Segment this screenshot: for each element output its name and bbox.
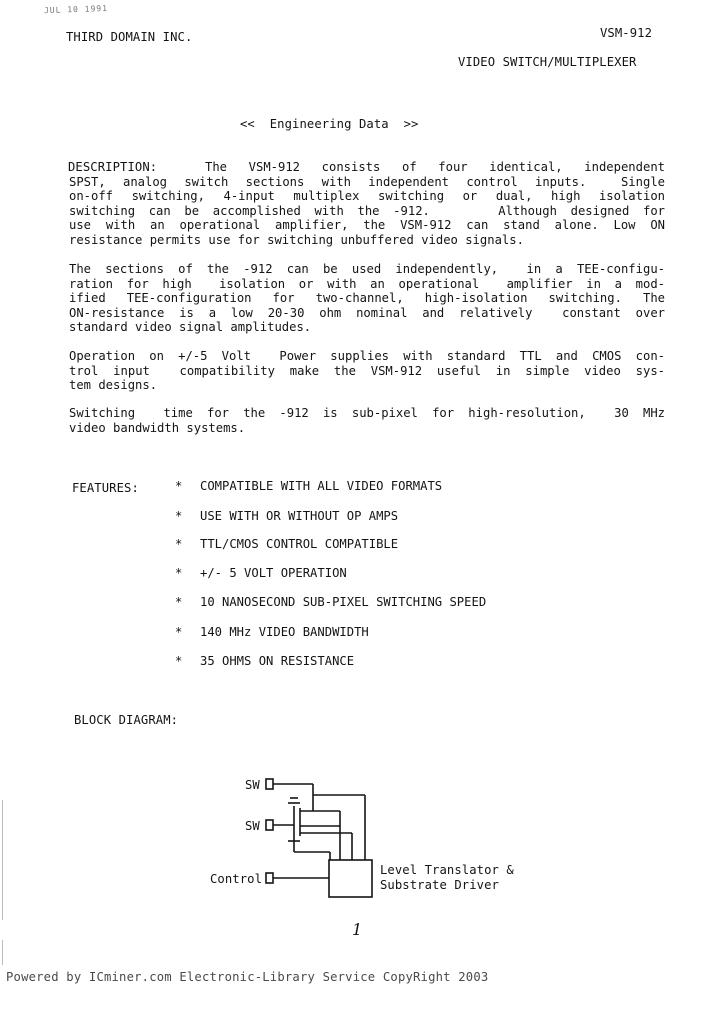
description-label: DESCRIPTION:	[68, 160, 158, 174]
bullet-icon: *	[175, 509, 183, 523]
feature-text: TTL/CMOS CONTROL COMPATIBLE	[200, 537, 399, 551]
section-title: << Engineering Data >>	[240, 117, 419, 131]
page-number: 1	[352, 920, 363, 939]
feature-text: 35 OHMS ON RESISTANCE	[200, 654, 355, 668]
feature-text: 10 NANOSECOND SUB-PIXEL SWITCHING SPEED	[200, 595, 487, 609]
bullet-icon: *	[175, 625, 183, 639]
text-line: tem designs.	[69, 378, 158, 393]
text-line: use with an operational amplifier, the VSM-912 can stand alone. Low ON	[69, 218, 665, 233]
feature-text: USE WITH OR WITHOUT OP AMPS	[200, 509, 399, 523]
text-line: ration for high isolation or with an operational amplifier in a mod-	[69, 276, 665, 291]
text-line: Operation on +/-5 Volt Power supplies with standard TTL and CMOS con-	[69, 349, 665, 363]
received-stamp: JUL 10 1991	[43, 3, 109, 16]
bullet-icon: *	[175, 566, 183, 580]
text-line: The VSM-912 consists of four identical, independent	[205, 160, 665, 174]
text-line: The sections of the -912 can be used independently, in a TEE-configu-	[69, 262, 665, 276]
text-line: video bandwidth systems.	[69, 420, 246, 435]
product-title: VIDEO SWITCH/MULTIPLEXER	[458, 55, 637, 69]
features-label: FEATURES:	[72, 481, 139, 495]
text-line: SPST, analog switch sections with independent control inputs. Single	[69, 174, 665, 189]
text-line: on-off switching, 4-input multiplex switching or dual, high isolation	[69, 189, 665, 204]
scan-edge	[2, 800, 3, 920]
level-translator-box	[329, 860, 372, 897]
scan-edge	[2, 940, 3, 965]
text-line: switching can be accomplished with the -912. Although designed for	[69, 203, 665, 218]
box-label-line2: Substrate Driver	[380, 878, 499, 892]
bullet-icon: *	[175, 537, 183, 551]
text-line: Switching time for the -912 is sub-pixel for high-resolution, 30 MHz	[69, 406, 665, 420]
block-diagram-label: BLOCK DIAGRAM:	[74, 713, 179, 727]
sw2-label: SW	[245, 819, 260, 833]
bullet-icon: *	[175, 479, 183, 493]
control-label: Control	[210, 872, 263, 886]
sw2-terminal	[266, 820, 273, 830]
feature-text: 140 MHz VIDEO BANDWIDTH	[200, 625, 369, 639]
text-line: standard video signal amplitudes.	[69, 320, 312, 335]
footer-copyright: Powered by ICminer.com Electronic-Library Service CopyRight 2003	[6, 970, 489, 984]
feature-text: +/- 5 VOLT OPERATION	[200, 566, 347, 580]
control-terminal	[266, 873, 273, 883]
bullet-icon: *	[175, 654, 183, 668]
text-line: ON-resistance is a low 20-30 ohm nominal and relatively constant over	[69, 305, 665, 320]
bullet-icon: *	[175, 595, 183, 609]
text-line: resistance permits use for switching unbuffered video signals.	[69, 232, 524, 247]
part-number: VSM-912	[600, 26, 653, 40]
text-line: ified TEE-configuration for two-channel, high-isolation switching. The	[69, 291, 665, 306]
feature-text: COMPATIBLE WITH ALL VIDEO FORMATS	[200, 479, 443, 493]
company-name: THIRD DOMAIN INC.	[66, 30, 193, 44]
sw1-terminal	[266, 779, 273, 789]
text-line: trol input compatibility make the VSM-912 useful in simple video sys-	[69, 363, 665, 378]
sw1-label: SW	[245, 778, 260, 792]
box-label-line1: Level Translator &	[380, 863, 514, 877]
